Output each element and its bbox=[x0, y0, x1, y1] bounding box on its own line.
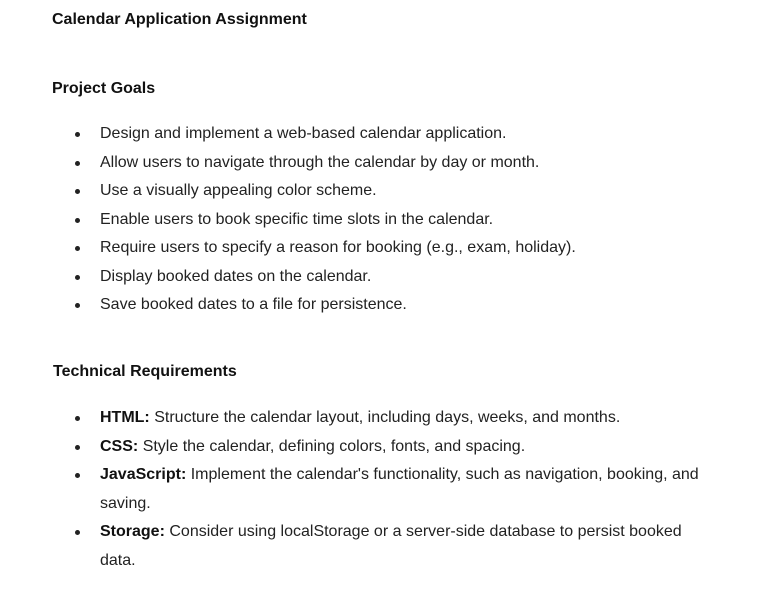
document-title: Calendar Application Assignment bbox=[52, 11, 307, 28]
bullet-icon bbox=[75, 473, 80, 478]
bullet-icon bbox=[75, 303, 80, 308]
list-item bbox=[0, 206, 576, 235]
list-item bbox=[0, 518, 700, 575]
list-item-content bbox=[100, 518, 700, 575]
bullet-icon bbox=[75, 530, 80, 535]
project-goals-list bbox=[0, 120, 576, 320]
list-item bbox=[0, 263, 576, 292]
list-item bbox=[0, 461, 700, 518]
list-item bbox=[0, 149, 576, 178]
list-item bbox=[0, 234, 576, 263]
list-item-text: Use a visually appealing color scheme. bbox=[100, 182, 377, 199]
list-item-text: Enable users to book specific time slots in the calendar. bbox=[100, 210, 494, 228]
bullet-icon bbox=[75, 132, 80, 137]
list-item-text: Save booked dates to a file for persistence. bbox=[100, 296, 407, 313]
bullet-icon bbox=[75, 161, 80, 166]
bullet-icon bbox=[75, 218, 80, 223]
bullet-icon bbox=[75, 275, 80, 280]
bullet-icon bbox=[75, 416, 80, 421]
list-item-content bbox=[100, 404, 700, 433]
requirement-term: Storage: bbox=[100, 523, 165, 540]
list-item-text: Design and implement a web-based calendar application. bbox=[100, 125, 507, 142]
requirement-term: JavaScript: bbox=[100, 466, 187, 483]
list-item-content bbox=[100, 461, 700, 518]
bullet-icon bbox=[75, 445, 80, 450]
list-item bbox=[0, 404, 700, 433]
bullet-icon bbox=[75, 246, 80, 251]
bullet-icon bbox=[75, 189, 80, 194]
technical-requirements-list bbox=[0, 404, 700, 575]
list-item bbox=[0, 433, 700, 462]
list-item-content bbox=[100, 433, 700, 462]
requirement-text: Implement the calendar's functionality, such as navigation, booking, and saving. bbox=[100, 466, 699, 512]
project-goals-heading: Project Goals bbox=[52, 80, 156, 97]
requirement-term: HTML: bbox=[100, 409, 150, 426]
list-item bbox=[0, 291, 576, 320]
requirement-text: Style the calendar, defining colors, fonts, and spacing. bbox=[142, 437, 526, 455]
requirement-text: Consider using localStorage or a server-side database to persist booked data. bbox=[100, 523, 682, 569]
list-item-text: Require users to specify a reason for booking (e.g., exam, holiday). bbox=[100, 239, 576, 256]
list-item bbox=[0, 120, 576, 149]
list-item-text: Allow users to navigate through the calendar by day or month. bbox=[100, 153, 540, 171]
list-item bbox=[0, 177, 576, 206]
requirement-term: CSS: bbox=[100, 437, 139, 455]
list-item-text: Display booked dates on the calendar. bbox=[100, 267, 372, 285]
technical-requirements-heading: Technical Requirements bbox=[53, 363, 237, 380]
requirement-text: Structure the calendar layout, including days, weeks, and months. bbox=[154, 409, 621, 426]
